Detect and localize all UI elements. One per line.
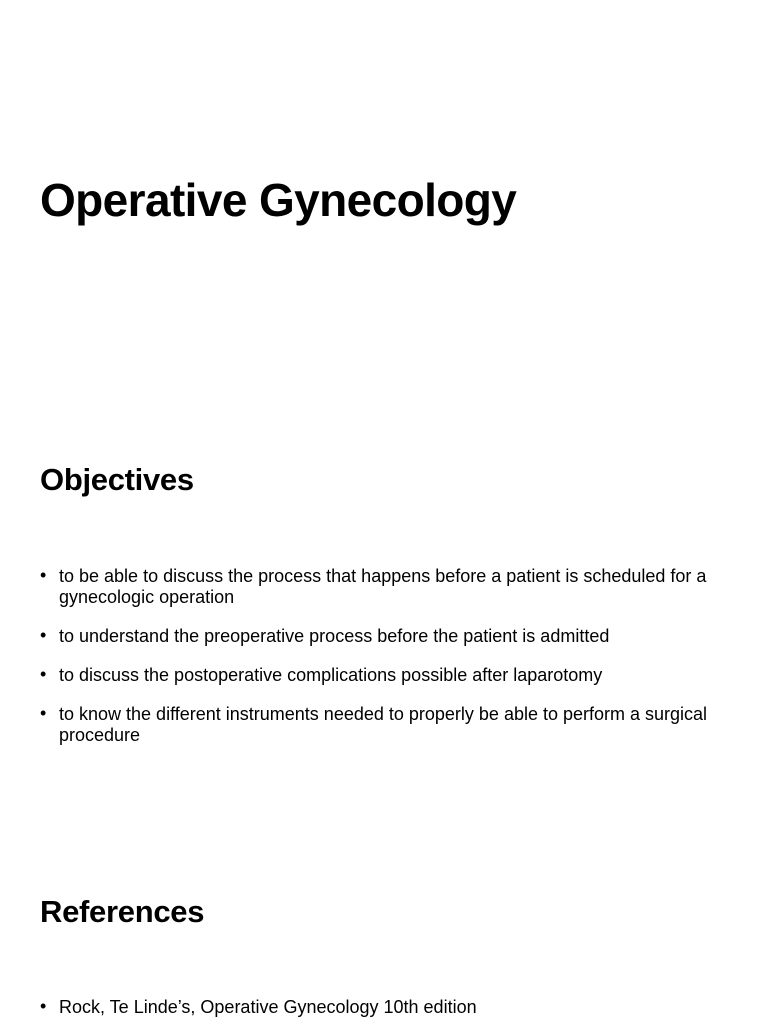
objective-item (40, 566, 730, 608)
bullet-icon: • (40, 664, 47, 684)
objective-item (40, 626, 730, 647)
references-heading: References (40, 894, 205, 929)
page-title: Operative Gynecology (40, 174, 517, 226)
bullet-icon: • (40, 565, 47, 585)
reference-text: Rock, Te Linde’s, Operative Gynecology 10th edition (59, 997, 477, 1017)
objective-text: to know the different instruments needed to properly be able to perform a surgical procedure (59, 704, 708, 745)
reference-item (40, 997, 730, 1018)
bullet-icon: • (40, 625, 47, 645)
objective-text: to discuss the postoperative complications possible after laparotomy (59, 665, 603, 685)
objective-text: to understand the preoperative process before the patient is admitted (59, 626, 610, 646)
objective-item (40, 704, 730, 746)
bullet-icon: • (40, 703, 47, 723)
objectives-list (40, 566, 730, 764)
objectives-heading: Objectives (40, 462, 194, 497)
objective-item (40, 665, 730, 686)
references-list (40, 997, 730, 1024)
objective-text: to be able to discuss the process that happens before a patient is scheduled for a gynecologic operation (59, 566, 707, 607)
bullet-icon: • (40, 996, 47, 1016)
